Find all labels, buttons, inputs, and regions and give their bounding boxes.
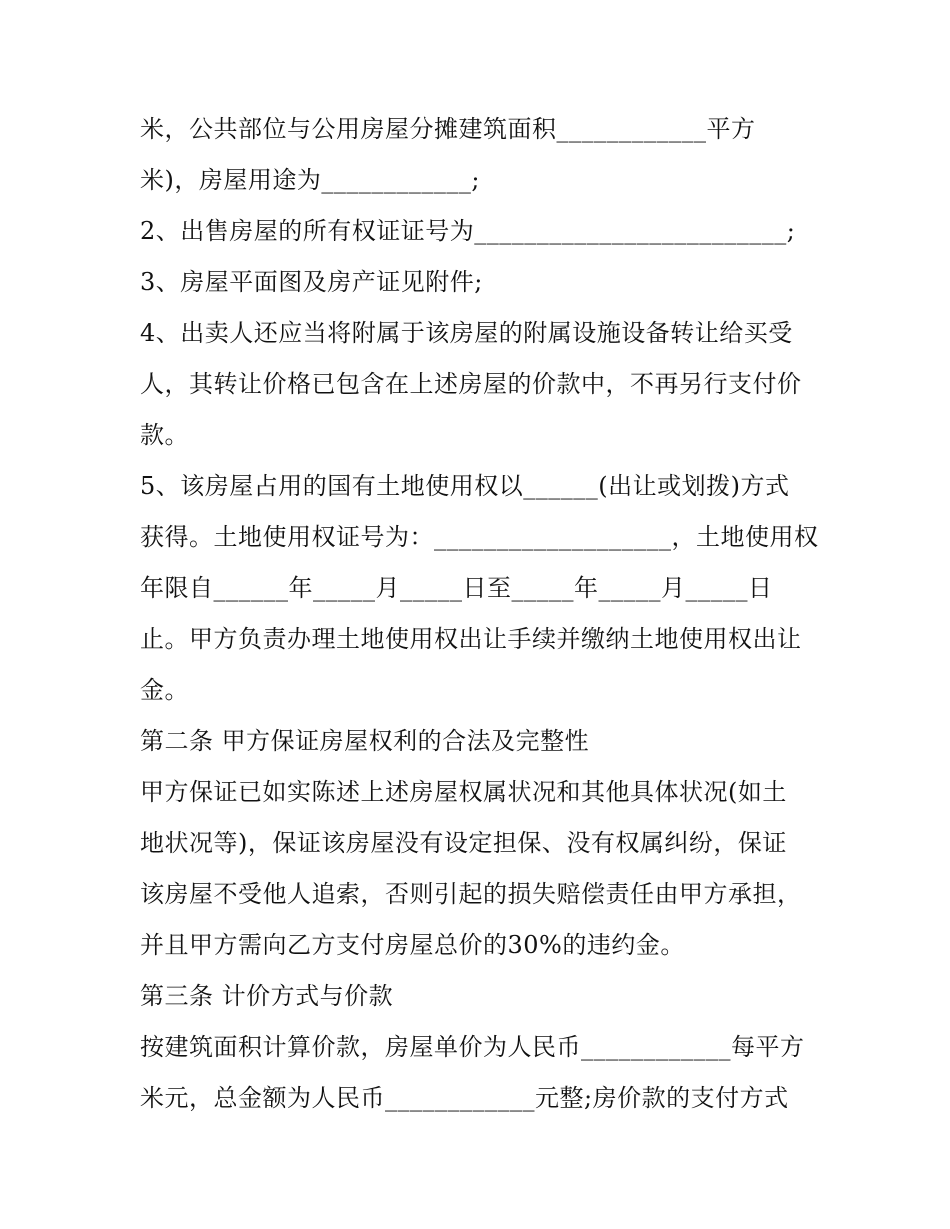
text-line: 3、房屋平面图及房产证见附件; bbox=[140, 268, 483, 296]
text-line: 米元，总金额为人民币____________元整;房价款的支付方式 bbox=[140, 1084, 789, 1112]
text-line: 甲方保证已如实陈述上述房屋权属状况和其他具体状况(如土 bbox=[140, 778, 787, 806]
text-line: 按建筑面积计算价款，房屋单价为人民币____________每平方 bbox=[140, 1033, 805, 1061]
text-line: 该房屋不受他人追索，否则引起的损失赔偿责任由甲方承担， bbox=[140, 880, 802, 908]
text-line: 2、出售房屋的所有权证证号为_________________________; bbox=[140, 217, 796, 245]
text-line: 地状况等)，保证该房屋没有设定担保、没有权属纠纷，保证 bbox=[140, 829, 787, 857]
section-heading: 第二条 甲方保证房屋权利的合法及完整性 bbox=[140, 727, 590, 755]
text-line: 止。甲方负责办理土地使用权出让手续并缴纳土地使用权出让 bbox=[140, 625, 802, 653]
text-line: 4、出卖人还应当将附属于该房屋的附属设施设备转让给买受 bbox=[140, 319, 793, 347]
text-line: 款。 bbox=[140, 421, 189, 449]
text-line: 人，其转让价格已包含在上述房屋的价款中，不再另行支付价 bbox=[140, 370, 802, 398]
text-line: 并且甲方需向乙方支付房屋总价的30%的违约金。 bbox=[140, 931, 685, 959]
text-line: 米)，房屋用途为____________; bbox=[140, 166, 480, 194]
text-line: 米，公共部位与公用房屋分摊建筑面积____________平方 bbox=[140, 115, 756, 143]
text-line: 获得。土地使用权证号为：___________________，土地使用权 bbox=[140, 523, 819, 551]
text-line: 年限自______年_____月_____日至_____年_____月_____日 bbox=[140, 574, 773, 602]
section-heading: 第三条 计价方式与价款 bbox=[140, 982, 394, 1010]
text-line: 金。 bbox=[140, 676, 189, 704]
text-line: 5、该房屋占用的国有土地使用权以______(出让或划拨)方式 bbox=[140, 472, 790, 500]
